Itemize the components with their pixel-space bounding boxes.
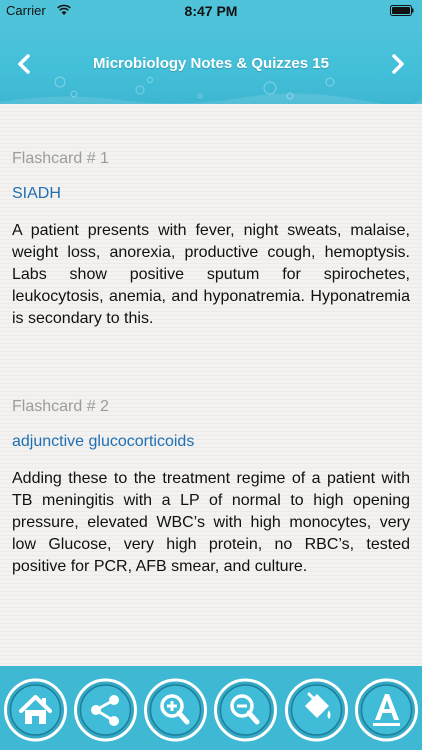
zoom-in-button[interactable]	[142, 666, 209, 750]
font-size-button[interactable]	[353, 666, 420, 750]
zoom-in-icon	[142, 666, 209, 750]
flashcard-number: Flashcard # 2	[12, 398, 109, 415]
flashcard	[12, 398, 410, 578]
flashcard-term: adjunctive glucocorticoids	[12, 433, 195, 450]
battery-icon	[390, 5, 414, 16]
status-time: 8:47 PM	[184, 3, 238, 19]
flashcard-term: SIADH	[12, 185, 61, 202]
theme-button[interactable]	[283, 666, 350, 750]
zoom-out-button[interactable]	[212, 666, 279, 750]
zoom-out-icon	[212, 666, 279, 750]
font-icon	[353, 666, 420, 750]
status-bar	[0, 0, 422, 22]
home-button[interactable]	[2, 666, 69, 750]
flashcard-text: A patient presents with fever, night sweats, malaise, weight loss, anorexia, productive cough, hemoptysis. Labs show positive sputum for spirochetes, leukocytosis, anemia, and hyponatremia. Hyponatremia is secondary to this.	[12, 222, 410, 327]
share-icon	[72, 666, 139, 750]
share-button[interactable]	[72, 666, 139, 750]
flashcard	[12, 150, 410, 330]
nav-bar	[0, 22, 422, 104]
paint-bucket-icon	[283, 666, 350, 750]
home-icon	[2, 666, 69, 750]
flashcard-text: Adding these to the treatment regime of a patient with TB meningitis with a LP of normal to high opening pressure, elevated WBC’s with high monocytes, very low Glucose, very high protein, no RBC’s, tested positive for PCR, AFB smear, and culture.	[12, 470, 410, 575]
flashcard-list[interactable]	[0, 104, 422, 666]
chevron-left-icon[interactable]	[12, 52, 38, 76]
chevron-right-icon[interactable]	[384, 52, 410, 76]
carrier-label: Carrier	[6, 3, 46, 18]
bottom-toolbar	[0, 666, 422, 750]
flashcard-number: Flashcard # 1	[12, 150, 109, 167]
page-title: Microbiology Notes & Quizzes 15	[93, 55, 329, 72]
